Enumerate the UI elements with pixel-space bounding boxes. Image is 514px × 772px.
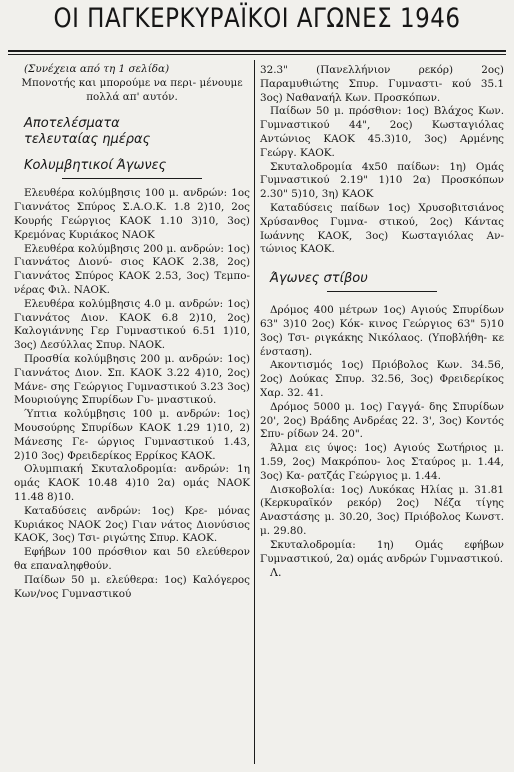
- result-paragraph: Εφήβων 100 πρόσθιον και 50 ελεύθερον θα επαναληφθούν.: [14, 546, 250, 572]
- column-divider: [254, 60, 255, 764]
- swim-heading-rule: [62, 178, 202, 179]
- top-rule-thin: [8, 54, 506, 55]
- headline: ΟΙ ΠΑΓΚΕΡΚΥΡΑΪΚΟΙ ΑΓΩΝΕΣ 1946: [53, 4, 461, 34]
- results-subheading: τελευταίας ημέρας: [24, 132, 151, 148]
- result-paragraph: Άλμα εις ύψος: 1ος) Αγιούς Σωτήριος μ. 1.59, 2ος) Μακρόπου- λος Σταύρος μ. 1.44, 3ος) Κα- ρατζάς Γεώργιος μ. 1.44.: [260, 442, 504, 482]
- track-heading-rule: [327, 291, 437, 292]
- result-paragraph: Παίδων 50 μ. ελεύθερα: 1ος) Καλόγερος Κων/νος Γυμναστικού: [14, 573, 250, 600]
- right-column: [260, 64, 504, 580]
- result-paragraph: Ύπτια κολύμβησις 100 μ. ανδρών: 1ος) Μουσούρης Σπυρίδων ΚΑΟΚ 1.29 1)10, 2) Μάνεσης Γε- ώργιος Γυμναστικού 1.43, 2)10 3ος) Φρειδερίκος Ερρίκος ΚΑΟΚ.: [14, 408, 250, 462]
- result-paragraph: Σκυταλοδρομία: 1η) Ομάς εφήβων Γυμναστικού, 2α) ομάς ανδρών Γυμναστικού.: [260, 538, 504, 565]
- result-paragraph: Καταδύσεις παίδων 1ος) Χρυσοβιτσιάνος Χρύσανθος Γυμνα- στικού, 2ος) Κάντας Ιωάννης ΚΑΟΚ, 3ος) Κωσταγιόλας Αν- τώνιος ΚΑΟΚ.: [260, 201, 504, 256]
- author-signature: Λ.: [270, 566, 282, 580]
- result-paragraph: Ελευθέρα κολύμβησις 100 μ. ανδρών: 1ος Γιαννάτος Σπύρος Σ.Α.Ο.Κ. 1.8 2)10, 2ος Κουρής Γεώργιος ΚΑΟΚ 1.10 3)10, 3ος) Κρεμόνας Κυριάκος ΝΑΟΚ: [14, 187, 250, 241]
- result-paragraph: Σκυταλοδρομία 4x50 παίδων: 1η) Ομάς Γυμναστικού 2.19" 1)10 2α) Προσκόπων 2.30" 5)10, 3η) ΚΑΟΚ: [260, 160, 504, 201]
- result-paragraph: Ελευθέρα κολύμβησις 200 μ. ανδρών: 1ος) Γιαννάτος Διονύ- σιος ΚΑΟΚ 2.38, 2ος) Γιαννάτος Σπύρος ΚΑΟΚ 2.53, 3ος) Τεμπο- νέρας Φιλ. ΝΑΟΚ.: [14, 242, 250, 296]
- result-paragraph: 32.3" (Πανελλήνιον ρεκόρ) 2ος) Παραμυθιώτης Σπυρ. Γυμναστι- κού 35.1 3ος) Ναθαναήλ Κων. Προσκόπων.: [260, 64, 504, 104]
- result-paragraph: Δισκοβολία: 1ος) Λυκόκας Ηλίας μ. 31.81 (Κερκυραϊκόν ρεκόρ) 2ος) Νέζα τίγης Αναστάσης μ. 30.20, 3ος) Πριόβολος Κωνστ. μ. 29.80.: [260, 483, 504, 537]
- top-rule: [8, 50, 506, 52]
- result-paragraph: Ακοντισμός 1ος) Πριόβολος Κων. 34.56, 2ος) Δούκας Σπυρ. 32.56, 3ος) Φρειδερίκος Χαρ. 32. 41.: [260, 359, 504, 399]
- result-paragraph: Προσθία κολύμβησις 200 μ. ανδρών: 1ος) Γιαννάτος Διον. Σπ. ΚΑΟΚ 3.22 4)10, 2ος) Μάνε- σης Γεώργιος Γυμναστικού 3.23 3ος) Μουριούγης Σπυρίδων Γυ- μναστικού.: [14, 352, 250, 407]
- result-paragraph: Ολυμπιακή Σκυταλοδρομία: ανδρών: 1η ομάς ΚΑΟΚ 10.48 4)10 2α) ομάς ΝΑΟΚ 11.48 8)10.: [14, 463, 250, 503]
- left-column: [14, 63, 250, 601]
- result-paragraph: Ελευθέρα κολύμβησις 4.0 μ. ανδρών: 1ος) Γιαννάτος Διον. ΚΑΟΚ 6.8 2)10, 2ος) Καλογιάννης Γερ Γυμναστικού 6.51 1)10, 3ος) Δεσύλλας Σπυρ. ΝΑΟΚ.: [14, 297, 250, 352]
- result-paragraph: Δρόμος 400 μέτρων 1ος) Αγιούς Σπυρίδων 63" 3)10 2ος) Κόκ- κινος Γεώργιος 63" 5)10 3ος) Τσι- ριγκάκης Νικόλαος. (Υποβλήθη- κε ένσταση).: [260, 304, 504, 358]
- result-paragraph: Καταδύσεις ανδρών: 1ος) Κρε- μόνας Κυριάκος ΝΑΟΚ 2ος) Γιαν νάτος Διονύσιος ΚΑΟΚ, 3ος) Τσι- ριγώτης Σπυρ. ΚΑΟΚ.: [14, 504, 250, 545]
- swimming-heading: Κολυμβητικοί Άγωνες: [24, 158, 167, 174]
- intro-text: Μπονοτής και μπορούμε να περι- μένουμε πολλά απ' αυτόν.: [21, 76, 243, 103]
- results-heading: Αποτελέσματα: [24, 116, 120, 132]
- track-heading: Άγωνες στίβου: [270, 271, 368, 287]
- continued-note: (Συνέχεια από τη 1 σελίδα): [24, 63, 170, 75]
- result-paragraph: Δρόμος 5000 μ. 1ος) Γαγγά- δης Σπυρίδων 20', 2ος) Βράδης Ανδρέας 22. 3', 3ος) Κοντός Σπυ- ρίδων 24. 20".: [260, 400, 504, 441]
- result-paragraph: Παίδων 50 μ. πρόσθιον: 1ος) Βλάχος Κων. Γυμναστικού 44", 2ος) Κωσταγιόλας Αντώνιος ΚΑΟΚ 45.3)10, 3ος) Αρμένης Γεώργ. ΚΑΟΚ.: [260, 105, 504, 159]
